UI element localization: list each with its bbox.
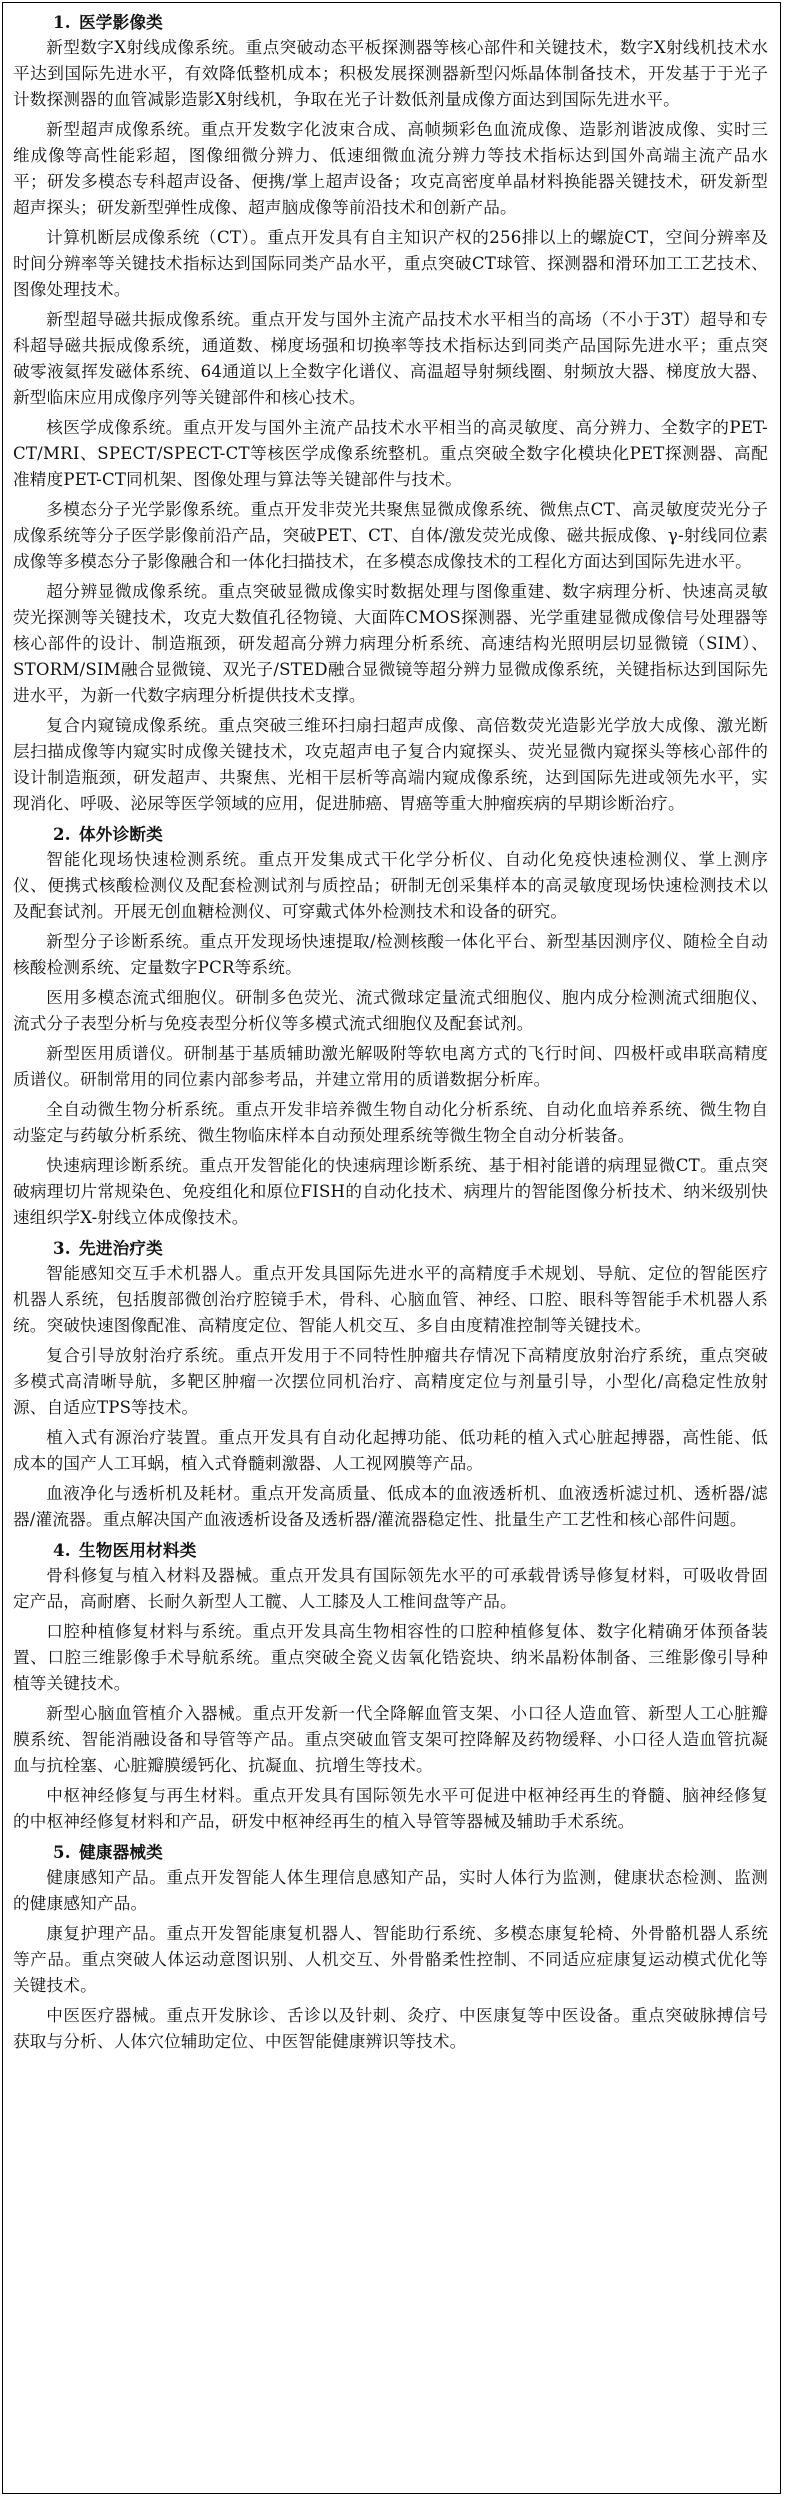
section-number: 2. xyxy=(53,824,71,844)
paragraph: 口腔种植修复材料与系统。重点开发具高生物相容性的口腔种植修复体、数字化精确牙体预备装置、口腔三维影像手术导航系统。重点突破全瓷义齿氧化锆瓷块、纳米晶粉体制备、三维影像引导种植等关键技术。 xyxy=(13,1622,768,1693)
section-heading xyxy=(13,821,768,847)
section-title: 生物医用材料类 xyxy=(79,1540,197,1560)
paragraph: 复合引导放射治疗系统。重点开发用于不同特性肿瘤共存情况下高精度放射治疗系统，重点突破多模式高清晰导航，多靶区肿瘤一次摆位同机治疗、高精度定位与剂量引导，小型化/高稳定性放射源、自适应TPS等技术。 xyxy=(13,1346,768,1417)
section-number: 3. xyxy=(53,1238,71,1258)
section xyxy=(13,821,768,1231)
section-number: 1. xyxy=(53,12,71,32)
paragraph: 骨科修复与植入材料及器械。重点开发具有国际领先水平的可承载骨诱导修复材料，可吸收骨固定产品，高耐磨、长耐久新型人工髋、人工膝及人工椎间盘等产品。 xyxy=(13,1566,768,1611)
section-number: 4. xyxy=(53,1540,71,1560)
section-title: 体外诊断类 xyxy=(79,824,163,844)
paragraph: 多模态分子光学影像系统。重点开发非荧光共聚焦显微成像系统、微焦点CT、高灵敏度荧光分子成像系统等分子医学影像前沿产品，突破PET、CT、自体/激发荧光成像、磁共振成像、γ-射线同位素成像等多模态分子影像融合和一体化扫描技术，在多模态成像技术的工程化方面达到国际先进水平。 xyxy=(13,500,768,571)
paragraph: 新型心脑血管植介入器械。重点开发新一代全降解血管支架、小口径人造血管、新型人工心脏瓣膜系统、智能消融设备和导管等产品。重点突破血管支架可控降解及药物缓释、小口径人造血管抗凝血与抗栓塞、心脏瓣膜缓钙化、抗凝血、抗增生等技术。 xyxy=(13,1704,768,1775)
paragraph: 智能感知交互手术机器人。重点开发具国际先进水平的高精度手术规划、导航、定位的智能医疗机器人系统，包括腹部微创治疗腔镜手术，骨科、心脑血管、神经、口腔、眼科等智能手术机器人系统。突破快速图像配准、高精度定位、智能人机交互、多自由度精准控制等关键技术。 xyxy=(13,1264,768,1335)
paragraph: 健康感知产品。重点开发智能人体生理信息感知产品，实时人体行为监测，健康状态检测、监测的健康感知产品。 xyxy=(13,1868,768,1913)
section-number: 5. xyxy=(53,1842,71,1862)
section xyxy=(13,1235,768,1533)
section-title: 医学影像类 xyxy=(79,12,163,32)
paragraph: 复合内窥镜成像系统。重点突破三维环扫扇扫超声成像、高倍数荧光造影光学放大成像、激光断层扫描成像等内窥实时成像关键技术，攻克超声电子复合内窥探头、荧光显微内窥探头等核心部件的设计制造瓶颈，研发超声、共聚焦、光相干层析等高端内窥成像系统，达到国际先进或领先水平，实现消化、呼吸、泌尿等医学领域的应用，促进肺癌、胃癌等重大肿瘤疾病的早期诊断治疗。 xyxy=(13,716,768,813)
paragraph: 新型超声成像系统。重点开发数字化波束合成、高帧频彩色血流成像、造影剂谐波成像、实时三维成像等高性能彩超，图像细微分辨力、低速细微血流分辨力等技术指标达到国外高端主流产品水平；研发多模态专科超声设备、便携/掌上超声设备；攻克高密度单晶材料换能器关键技术，研发新型超声探头；研发新型弹性成像、超声脑成像等前沿技术和创新产品。 xyxy=(13,120,768,217)
paragraph: 新型分子诊断系统。重点开发现场快速提取/检测核酸一体化平台、新型基因测序仪、随检全自动核酸检测系统、定量数字PCR等系统。 xyxy=(13,932,768,977)
paragraph: 全自动微生物分析系统。重点开发非培养微生物自动化分析系统、自动化血培养系统、微生物自动鉴定与药敏分析系统、微生物临床样本自动预处理系统等微生物全自动分析装备。 xyxy=(13,1100,768,1145)
paragraph: 快速病理诊断系统。重点开发智能化的快速病理诊断系统、基于相衬能谱的病理显微CT。重点突破病理切片常规染色、免疫组化和原位FISH的自动化技术、病理片的智能图像分析技术、纳米级别快速组织学X-射线立体成像技术。 xyxy=(13,1156,768,1227)
section xyxy=(13,1537,768,1835)
section-heading xyxy=(13,1235,768,1261)
paragraph: 新型超导磁共振成像系统。重点开发与国外主流产品技术水平相当的高场（不小于3T）超导和专科超导磁共振成像系统，通道数、梯度场强和切换率等技术指标达到同类产品国际先进水平；重点突破零液氦挥发磁体系统、64通道以上全数字化谱仪、高温超导射频线圈、射频放大器、梯度放大器、新型临床应用成像序列等关键部件和核心技术。 xyxy=(13,310,768,407)
section-title: 健康器械类 xyxy=(79,1842,163,1862)
document-page xyxy=(2,2,781,2494)
paragraph: 智能化现场快速检测系统。重点开发集成式干化学分析仪、自动化免疫快速检测仪、掌上测序仪、便携式核酸检测仪及配套检测试剂与质控品；研制无创采集样本的高灵敏度现场快速检测技术以及配套试剂。开展无创血糖检测仪、可穿戴式体外检测技术和设备的研究。 xyxy=(13,850,768,921)
section-heading xyxy=(13,1839,768,1865)
paragraph: 医用多模态流式细胞仪。研制多色荧光、流式微球定量流式细胞仪、胞内成分检测流式细胞仪、流式分子表型分析与免疫表型分析仪等多模式流式细胞仪及配套试剂。 xyxy=(13,988,768,1033)
paragraph: 核医学成像系统。重点开发与国外主流产品技术水平相当的高灵敏度、高分辨力、全数字的PET-CT/MRI、SPECT/SPECT-CT等核医学成像系统整机。重点突破全数字化模块化PET探测器、高配准精度PET-CT同机架、图像处理与算法等关键部件与技术。 xyxy=(13,418,768,489)
paragraph: 植入式有源治疗装置。重点开发具有自动化起搏功能、低功耗的植入式心脏起搏器，高性能、低成本的国产人工耳蜗，植入式脊髓刺激器、人工视网膜等产品。 xyxy=(13,1428,768,1473)
paragraph: 计算机断层成像系统（CT）。重点开发具有自主知识产权的256排以上的螺旋CT，空间分辨率及时间分辨率等关键技术指标达到国际同类产品水平，重点突破CT球管、探测器和滑环加工工艺技术、图像处理技术。 xyxy=(13,228,768,299)
document-body xyxy=(3,3,780,2055)
section xyxy=(13,1839,768,2055)
paragraph: 血液净化与透析机及耗材。重点开发高质量、低成本的血液透析机、血液透析滤过机、透析器/滤器/灌流器。重点解决国产血液透析设备及透析器/灌流器稳定性、批量生产工艺性和核心部件问题。 xyxy=(13,1484,768,1529)
paragraph: 新型数字X射线成像系统。重点突破动态平板探测器等核心部件和关键技术，数字X射线机技术水平达到国际先进水平，有效降低整机成本；积极发展探测器新型闪烁晶体制备技术，开发基于于光子计数探测器的血管减影造影X射线机，争取在光子计数低剂量成像方面达到国际先进水平。 xyxy=(13,38,768,109)
section-heading xyxy=(13,1537,768,1563)
paragraph: 中医医疗器械。重点开发脉诊、舌诊以及针刺、灸疗、中医康复等中医设备。重点突破脉搏信号获取与分析、人体穴位辅助定位、中医智能健康辨识等技术。 xyxy=(13,2006,768,2051)
paragraph: 康复护理产品。重点开发智能康复机器人、智能助行系统、多模态康复轮椅、外骨骼机器人系统等产品。重点突破人体运动意图识别、人机交互、外骨骼柔性控制、不同适应症康复运动模式优化等关键技术。 xyxy=(13,1924,768,1995)
section-title: 先进治疗类 xyxy=(79,1238,163,1258)
paragraph: 超分辨显微成像系统。重点突破显微成像实时数据处理与图像重建、数字病理分析、快速高灵敏荧光探测等关键技术，攻克大数值孔径物镜、大面阵CMOS探测器、光学重建显微成像信号处理器等核心部件的设计、制造瓶颈，研发超高分辨力病理分析系统、高速结构光照明层切显微镜（SIM）、STORM/SIM融合显微镜、双光子/STED融合显微镜等超分辨力显微成像系统，关键指标达到国际先进水平，为新一代数字病理分析提供技术支撑。 xyxy=(13,582,768,705)
paragraph: 中枢神经修复与再生材料。重点开发具有国际领先水平可促进中枢神经再生的脊髓、脑神经修复的中枢神经修复材料和产品，研发中枢神经再生的植入导管等器械及辅助手术系统。 xyxy=(13,1786,768,1831)
section-heading xyxy=(13,9,768,35)
paragraph: 新型医用质谱仪。研制基于基质辅助激光解吸附等软电离方式的飞行时间、四极杆或串联高精度质谱仪。研制常用的同位素内部参考品，并建立常用的质谱数据分析库。 xyxy=(13,1044,768,1089)
section xyxy=(13,9,768,817)
